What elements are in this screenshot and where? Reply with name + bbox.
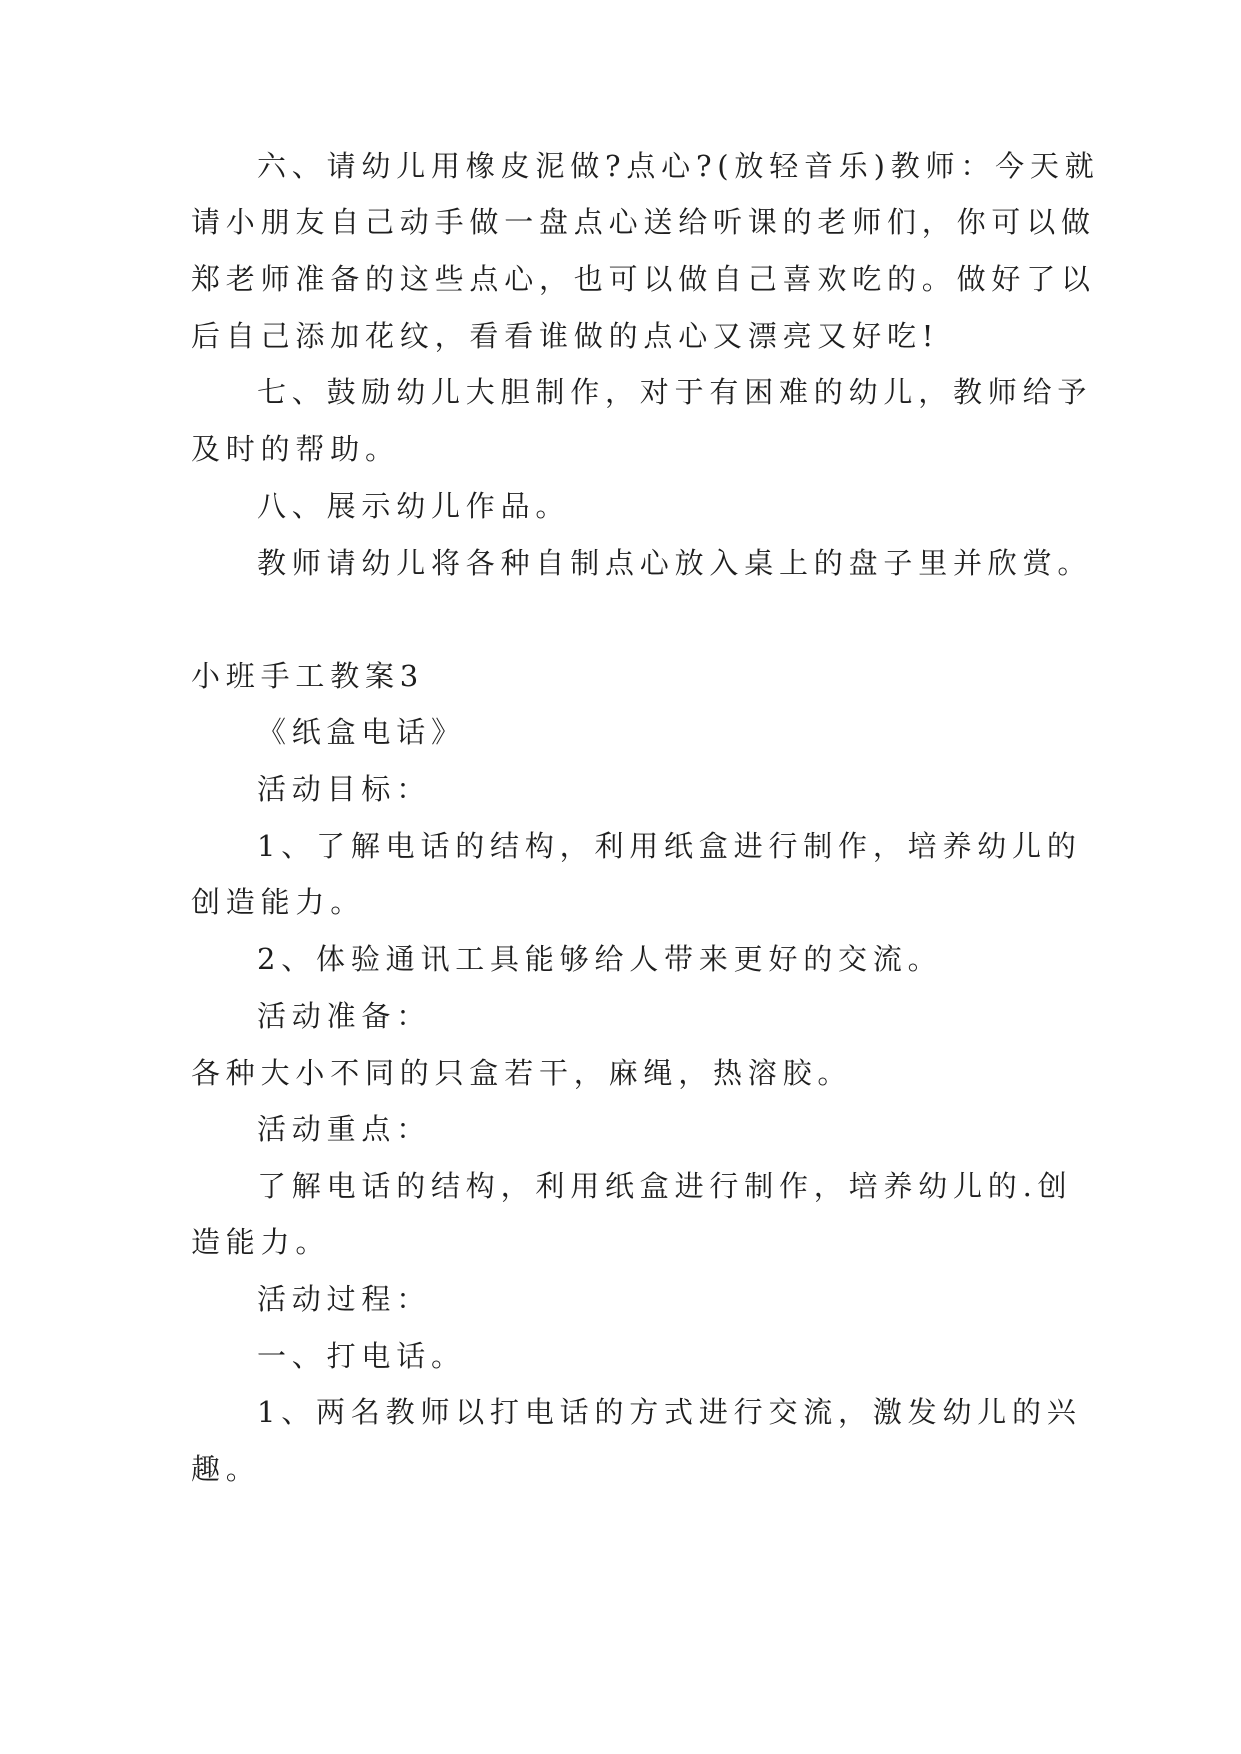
text-line: 造能力。 bbox=[191, 1225, 331, 1259]
text-line: 活动目标： bbox=[257, 772, 432, 806]
text-line: 六、请幼儿用橡皮泥做?点心?(放轻音乐)教师：今天就 bbox=[257, 149, 1100, 183]
text-line: 七、鼓励幼儿大胆制作，对于有困难的幼儿，教师给予 bbox=[257, 375, 1093, 409]
text-line: 活动准备： bbox=[257, 999, 432, 1033]
text-line: 活动重点： bbox=[257, 1112, 432, 1146]
section-heading: 小班手工教案3 bbox=[191, 659, 425, 693]
text-line: 趣。 bbox=[191, 1452, 261, 1486]
text-line: 1、两名教师以打电话的方式进行交流，激发幼儿的兴 bbox=[257, 1395, 1082, 1429]
text-line: 郑老师准备的这些点心，也可以做自己喜欢吃的。做好了以 bbox=[191, 262, 1096, 296]
text-line: 后自己添加花纹，看看谁做的点心又漂亮又好吃! bbox=[191, 319, 940, 353]
text-line: 了解电话的结构，利用纸盒进行制作，培养幼儿的.创 bbox=[257, 1169, 1073, 1203]
text-line: 2、体验通讯工具能够给人带来更好的交流。 bbox=[257, 942, 943, 976]
text-line: 活动过程： bbox=[257, 1282, 432, 1316]
text-line: 一、打电话。 bbox=[257, 1339, 466, 1373]
activity-title: 《纸盒电话》 bbox=[257, 715, 466, 749]
text-line: 教师请幼儿将各种自制点心放入桌上的盘子里并欣赏。 bbox=[257, 546, 1093, 580]
text-line: 各种大小不同的只盒若干，麻绳，热溶胶。 bbox=[191, 1056, 853, 1090]
text-line: 1、了解电话的结构，利用纸盒进行制作，培养幼儿的 bbox=[257, 829, 1082, 863]
text-line: 创造能力。 bbox=[191, 885, 366, 919]
text-line: 八、展示幼儿作品。 bbox=[257, 489, 571, 523]
text-line: 及时的帮助。 bbox=[191, 432, 400, 466]
text-line: 请小朋友自己动手做一盘点心送给听课的老师们，你可以做 bbox=[191, 205, 1096, 239]
